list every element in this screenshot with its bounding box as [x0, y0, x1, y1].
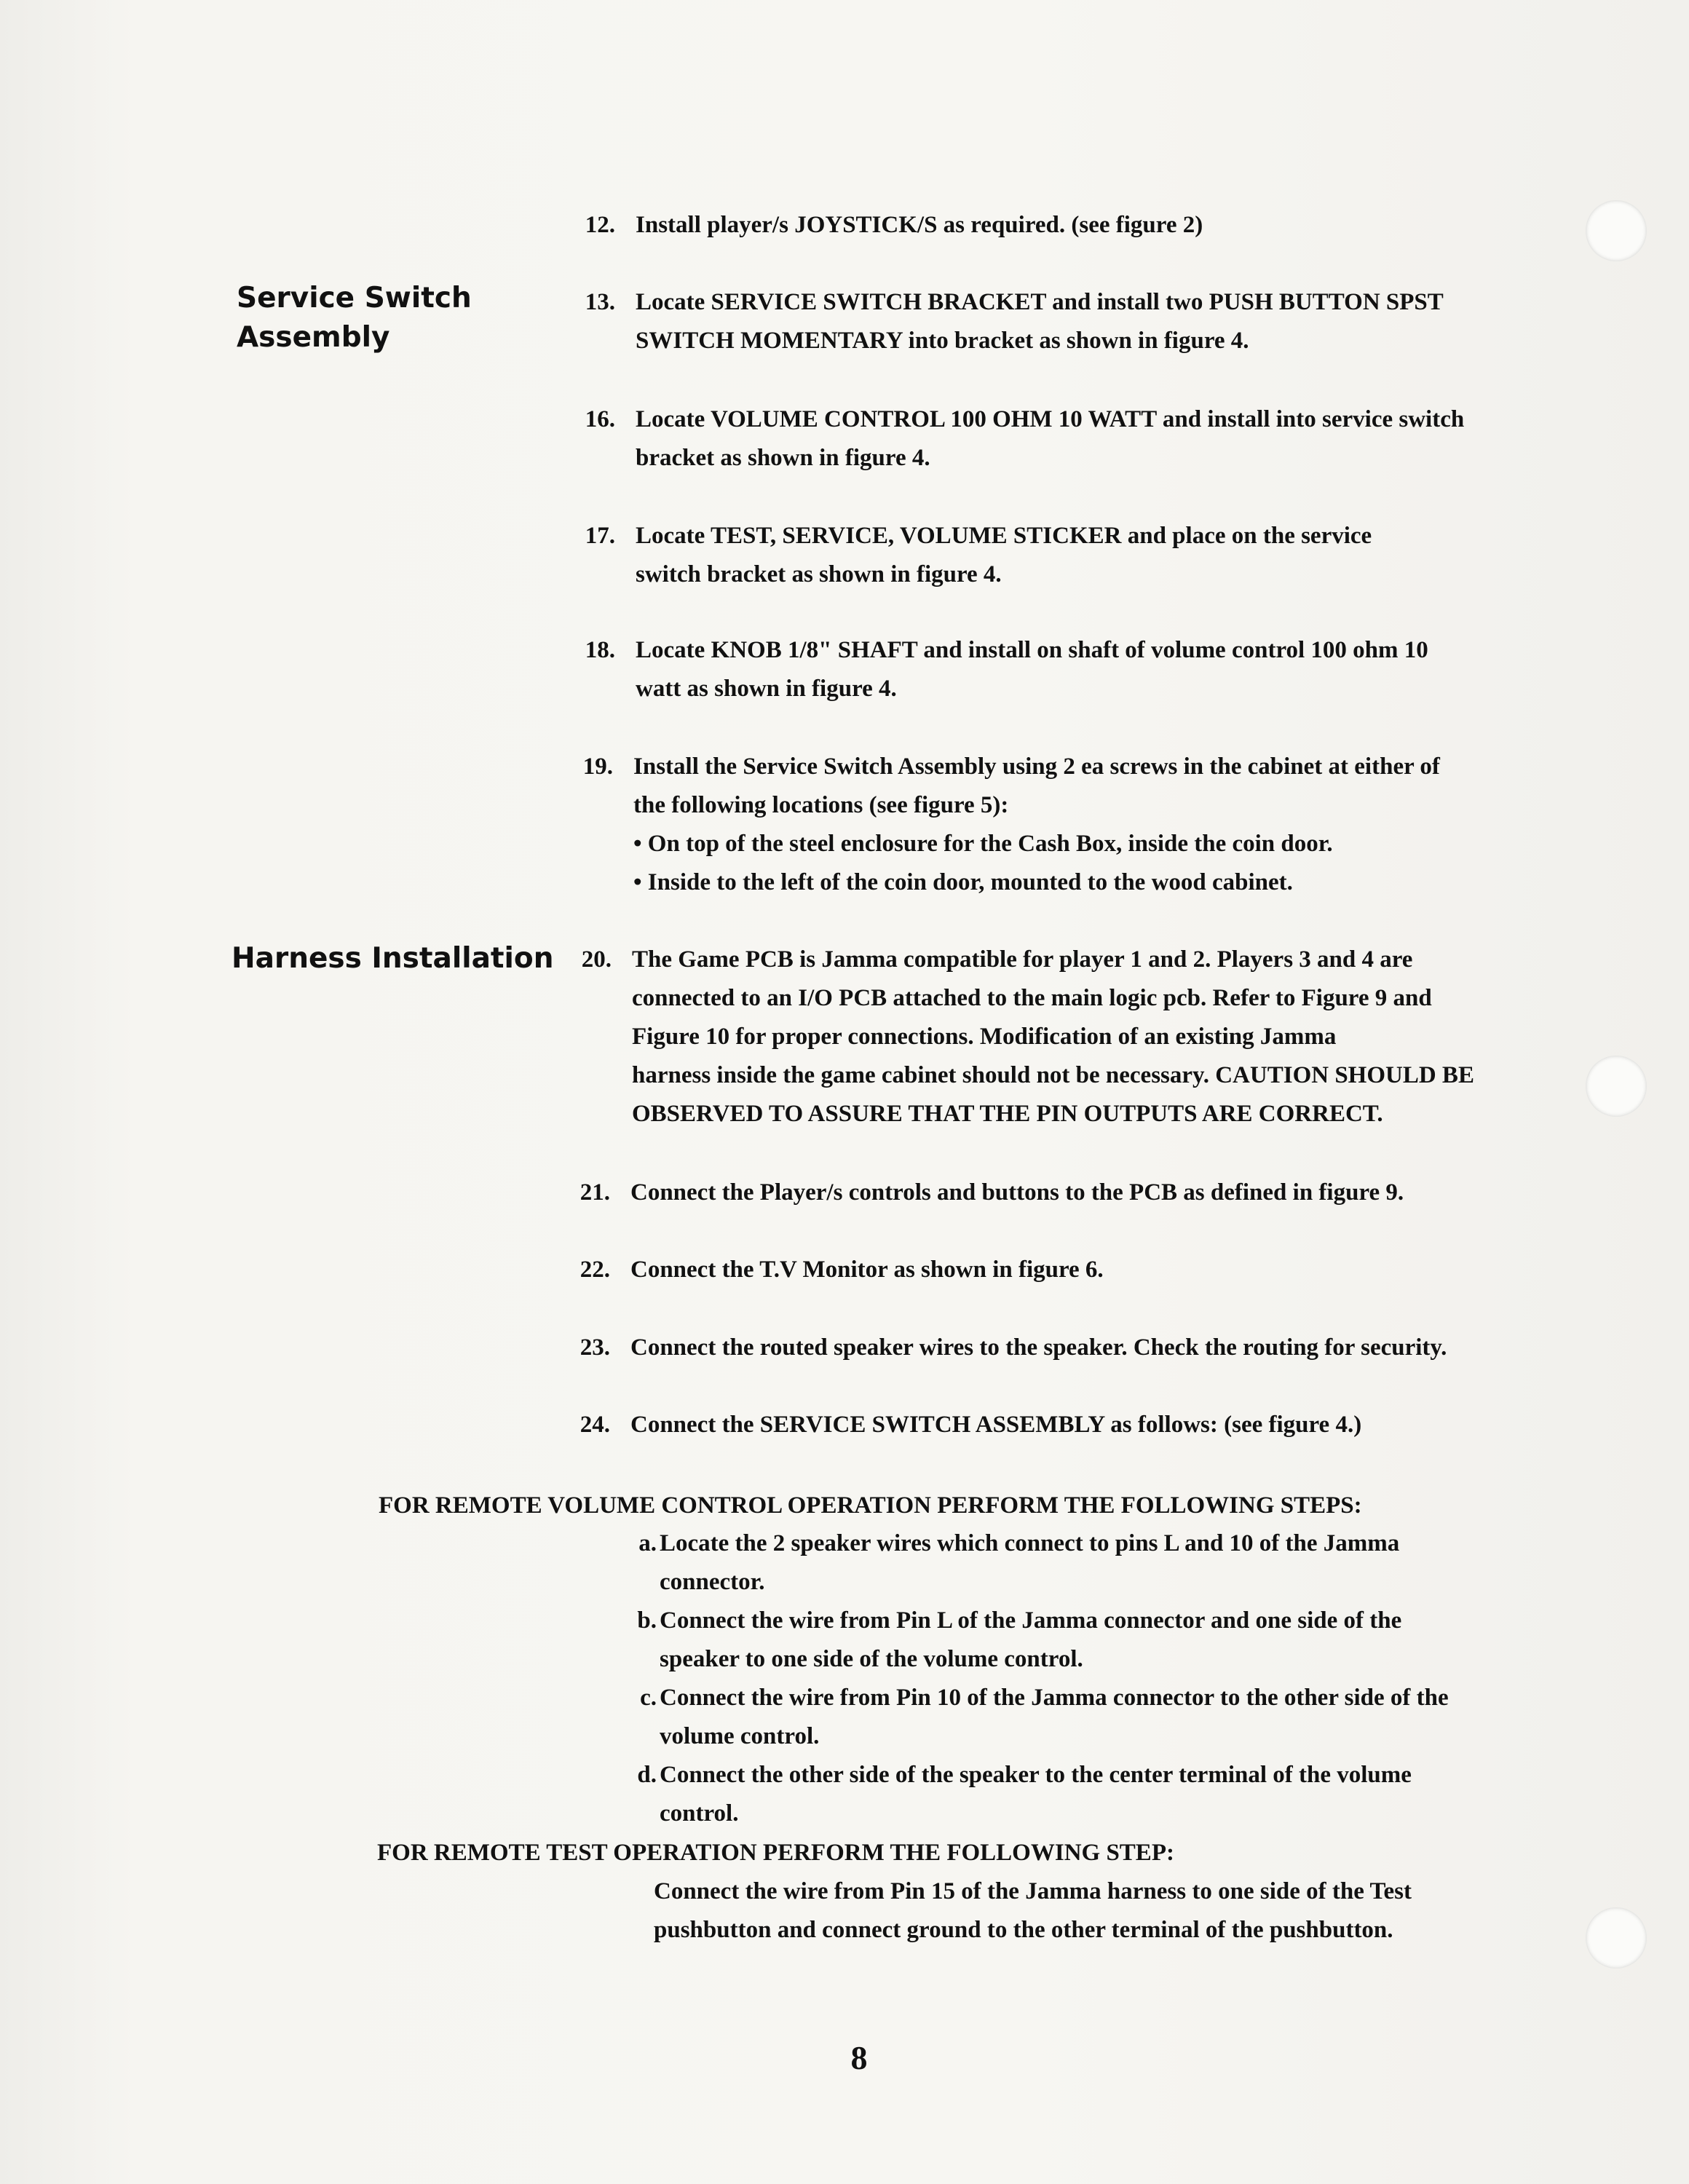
step-text: The Game PCB is Jamma compatible for player 1 and 2. Players 3 and 4 are connected to an I/O PCB attached to the main logic pcb. Refer to Figure 9 and Figure 10 for proper connections. Modification of an existing Jamma harness inside the game cabinet should not be necessary. CAUTION SHOULD BE OBSERVED TO ASSURE THAT THE PIN OUTPUTS ARE CORRECT. [632, 946, 1474, 1127]
remote-test-heading: FOR REMOTE TEST OPERATION PERFORM THE FOLLOWING STEP: [377, 1840, 1174, 1866]
step-text: Connect the SERVICE SWITCH ASSEMBLY as follows: (see figure 4.) [630, 1412, 1362, 1438]
step-number: 22. [580, 1257, 610, 1283]
substep-text: Connect the other side of the speaker to the center terminal of the volume control. [660, 1762, 1412, 1827]
remote-test-text: Connect the wire from Pin 15 of the Jamma harness to one side of the Test pushbutton and connect ground to the other terminal of the pushbutton. [654, 1878, 1412, 1943]
step-text: Connect the routed speaker wires to the speaker. Check the routing for security. [630, 1334, 1447, 1361]
substep-letter: d. [637, 1762, 657, 1788]
step-text: Locate KNOB 1/8" SHAFT and install on shaft of volume control 100 ohm 10 watt as shown in figure 4. [636, 637, 1428, 702]
sidebar-heading-harness: Harness Installation [232, 942, 554, 975]
step-number: 24. [580, 1412, 610, 1438]
binder-hole [1586, 1907, 1647, 1969]
binder-hole [1586, 1056, 1647, 1117]
step-number: 13. [585, 289, 615, 315]
step-text: Connect the Player/s controls and buttons to the PCB as defined in figure 9. [630, 1179, 1404, 1206]
substep-letter: c. [640, 1685, 657, 1711]
step-number: 12. [585, 212, 615, 238]
step-number: 19. [582, 753, 613, 780]
substep-letter: a. [638, 1530, 657, 1556]
step-text: Locate TEST, SERVICE, VOLUME STICKER and place on the service switch bracket as shown in figure 4. [636, 523, 1372, 587]
sidebar-heading-service-switch: Service Switch Assembly [237, 282, 472, 354]
page-number: 8 [850, 2039, 868, 2076]
step-text: Install player/s JOYSTICK/S as required. (see figure 2) [636, 212, 1203, 238]
step-text: Locate VOLUME CONTROL 100 OHM 10 WATT and install into service switch bracket as shown in figure 4. [636, 406, 1465, 471]
remote-volume-heading: FOR REMOTE VOLUME CONTROL OPERATION PERFORM THE FOLLOWING STEPS: [379, 1492, 1362, 1519]
substep-text: Locate the 2 speaker wires which connect to pins L and 10 of the Jamma connector. [660, 1530, 1400, 1595]
step-text: Connect the T.V Monitor as shown in figure 6. [630, 1257, 1104, 1283]
step-number: 17. [585, 523, 615, 549]
step-text: Locate SERVICE SWITCH BRACKET and install two PUSH BUTTON SPST SWITCH MOMENTARY into bracket as shown in figure 4. [636, 289, 1444, 354]
substep-text: Connect the wire from Pin 10 of the Jamma connector to the other side of the volume control. [660, 1685, 1449, 1749]
step-number: 20. [581, 946, 612, 973]
substep-letter: b. [637, 1607, 657, 1634]
step-number: 21. [580, 1179, 610, 1206]
step-number: 23. [580, 1334, 610, 1361]
substep-text: Connect the wire from Pin L of the Jamma connector and one side of the speaker to one side of the volume control. [660, 1607, 1402, 1672]
step-text: Install the Service Switch Assembly using 2 ea screws in the cabinet at either of the following locations (see figure 5): • On top of the steel enclosure for the Cash Box, inside the coin door. • Inside to the left of the coin door, mounted to the wood cabinet. [633, 753, 1440, 895]
binder-hole [1586, 200, 1647, 261]
step-number: 18. [585, 637, 615, 663]
step-number: 16. [585, 406, 615, 432]
